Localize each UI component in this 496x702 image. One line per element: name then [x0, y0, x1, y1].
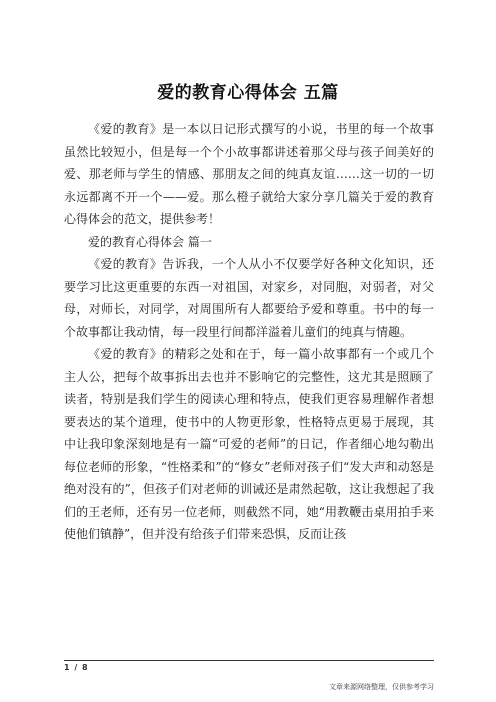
- document-title: 爱的教育心得体会 五篇: [157, 83, 339, 103]
- footer-note: 文章来源网络整理，仅供参考学习: [329, 683, 434, 691]
- document-body: [64, 118, 434, 546]
- section-heading: 爱的教育心得体会 篇一: [88, 234, 212, 249]
- page-number: 1 / 8: [64, 663, 89, 672]
- intro-paragraph: 《爱的教育》是一本以日记形式撰写的小说，书里的每一个故事虽然比较短小，但是每一个个小故事都讲述着那父母与孩子间美好的爱、那老师与学生的情感、那朋友之间的纯真友谊……这一切的一切永远都离不开一个——爱。那么橙子就给大家分享几篇关于爱的教育心得体会的范文，提供参考！: [64, 122, 434, 226]
- body-paragraph: 《爱的教育》告诉我，一个人从小不仅要学好各种文化知识，还要学习比这更重要的东西一对祖国，对家乡，对同胞，对弱者，对父母，对师长，对同学，对周围所有人都要给予爱和尊重。书中的每一个故事都让我动情，每一段里行间都洋溢着儿童们的纯真与情趣。: [64, 257, 434, 339]
- footer-divider: [64, 660, 434, 661]
- body-paragraph: 《爱的教育》的精彩之处和在于，每一篇小故事都有一个或几个主人公，把每个故事拆出去也并不影响它的完整性，这尤其是照顾了读者，特别是我们学生的阅读心理和特点，使我们更容易理解作者想要表达的某个道理，使书中的人物更形象，性格特点更易于展现，其中让我印象深刻地是有一篇“可爱的老师”的日记，作者细心地勾勒出每位老师的形象，“性格柔和”的“修女”老师对孩子们“发大声和动怒是绝对没有的”，但孩子们对老师的训诫还是肃然起敬，这让我想起了我们的王老师，还有另一位老师，则截然不同，她“用教鞭击桌用拍手来使他们镇静”，但并没有给孩子们带来恐惧，反而让孩: [64, 347, 434, 541]
